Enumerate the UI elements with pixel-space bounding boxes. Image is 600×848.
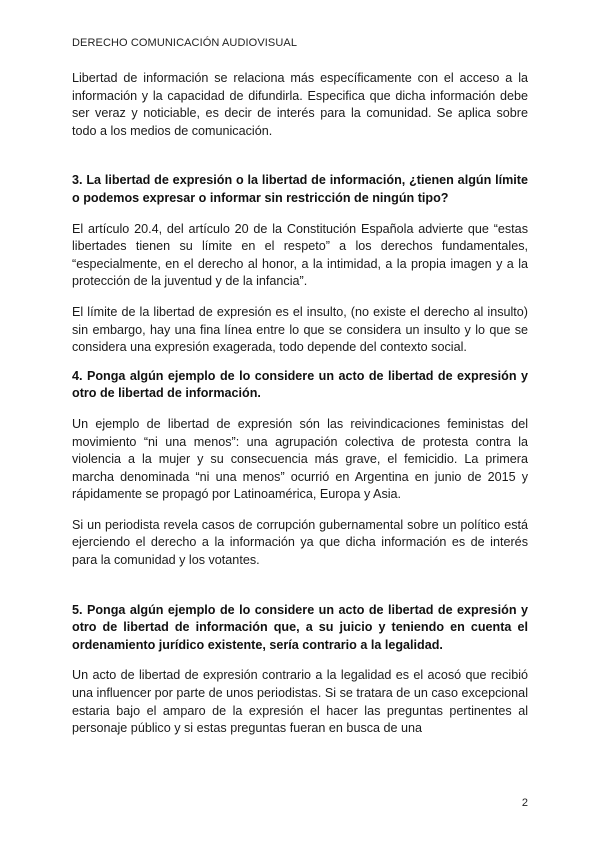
paragraph-libertad-informacion: Libertad de información se relaciona más específicamente con el acceso a la información y la capacidad de difundirla. Especifica que dicha información debe ser veraz y noticiable, es decir de interés para la comunidad. Se aplica sobre todo a los medios de comunicación. [72,71,528,138]
paragraph-acoso-influencer: Un acto de libertad de expresión contrario a la legalidad es el acosó que recibió una influencer por parte de unos periodistas. Si se tratara de un caso excepcional estaria bajo el amparo de la expresión el hacer las preguntas pertinentes al personaje público y si estas preguntas fueran en busca de una [72,668,528,736]
paragraph-limite-insulto: El límite de la libertad de expresión es el insulto, (no existe el derecho al insulto) sin embargo, hay una fina línea entre lo que se considera un insulto y lo que se considera una expresión exagerada, todo depende del contexto social. [72,304,528,355]
running-header: DERECHO COMUNICACIÓN AUDIOVISUAL [72,37,298,49]
question-3-heading: 3. La libertad de expresión o la libertad de información, ¿tienen algún límite o podemos expresar o informar sin restricción de ningún tipo? [72,173,528,205]
question-4-heading: 4. Ponga algún ejemplo de lo considere un acto de libertad de expresión y otro de libertad de información. [72,368,528,401]
question-5-heading: 5. Ponga algún ejemplo de lo considere un acto de libertad de expresión y otro de libertad de información que, a su juicio y teniendo en cuenta el ordenamiento jurídico existente, sería contrario a la legalidad. [72,602,528,652]
paragraph-ni-una-menos: Un ejemplo de libertad de expresión són las reivindicaciones feministas del movimiento “ni una menos”: una agrupación colectiva de protesta contra la violencia a la mujer y su consecuencia más grave, el femicidio. La primera marcha denominada “ni una menos” ocurrió en Argentina en junio de 2015 y rápidamente se propagó por Latinoamérica, Europa y Asia. [72,416,528,502]
paragraph-articulo-20: El artículo 20.4, del artículo 20 de la Constitución Española advierte que “estas libertades tienen su límite en el respeto” a los derechos fundamentales, “especialmente, en el derecho al honor, a la intimidad, a la propia imagen y a la protección de la juventud y de la infancia”. [72,221,528,289]
document-body [72,70,528,738]
paragraph-periodista-corrupcion: Si un periodista revela casos de corrupción gubernamental sobre un político está ejerciendo el derecho a la información ya que dicha información es de interés para la comunidad y los votantes. [72,517,528,568]
page-number: 2 [521,797,528,809]
